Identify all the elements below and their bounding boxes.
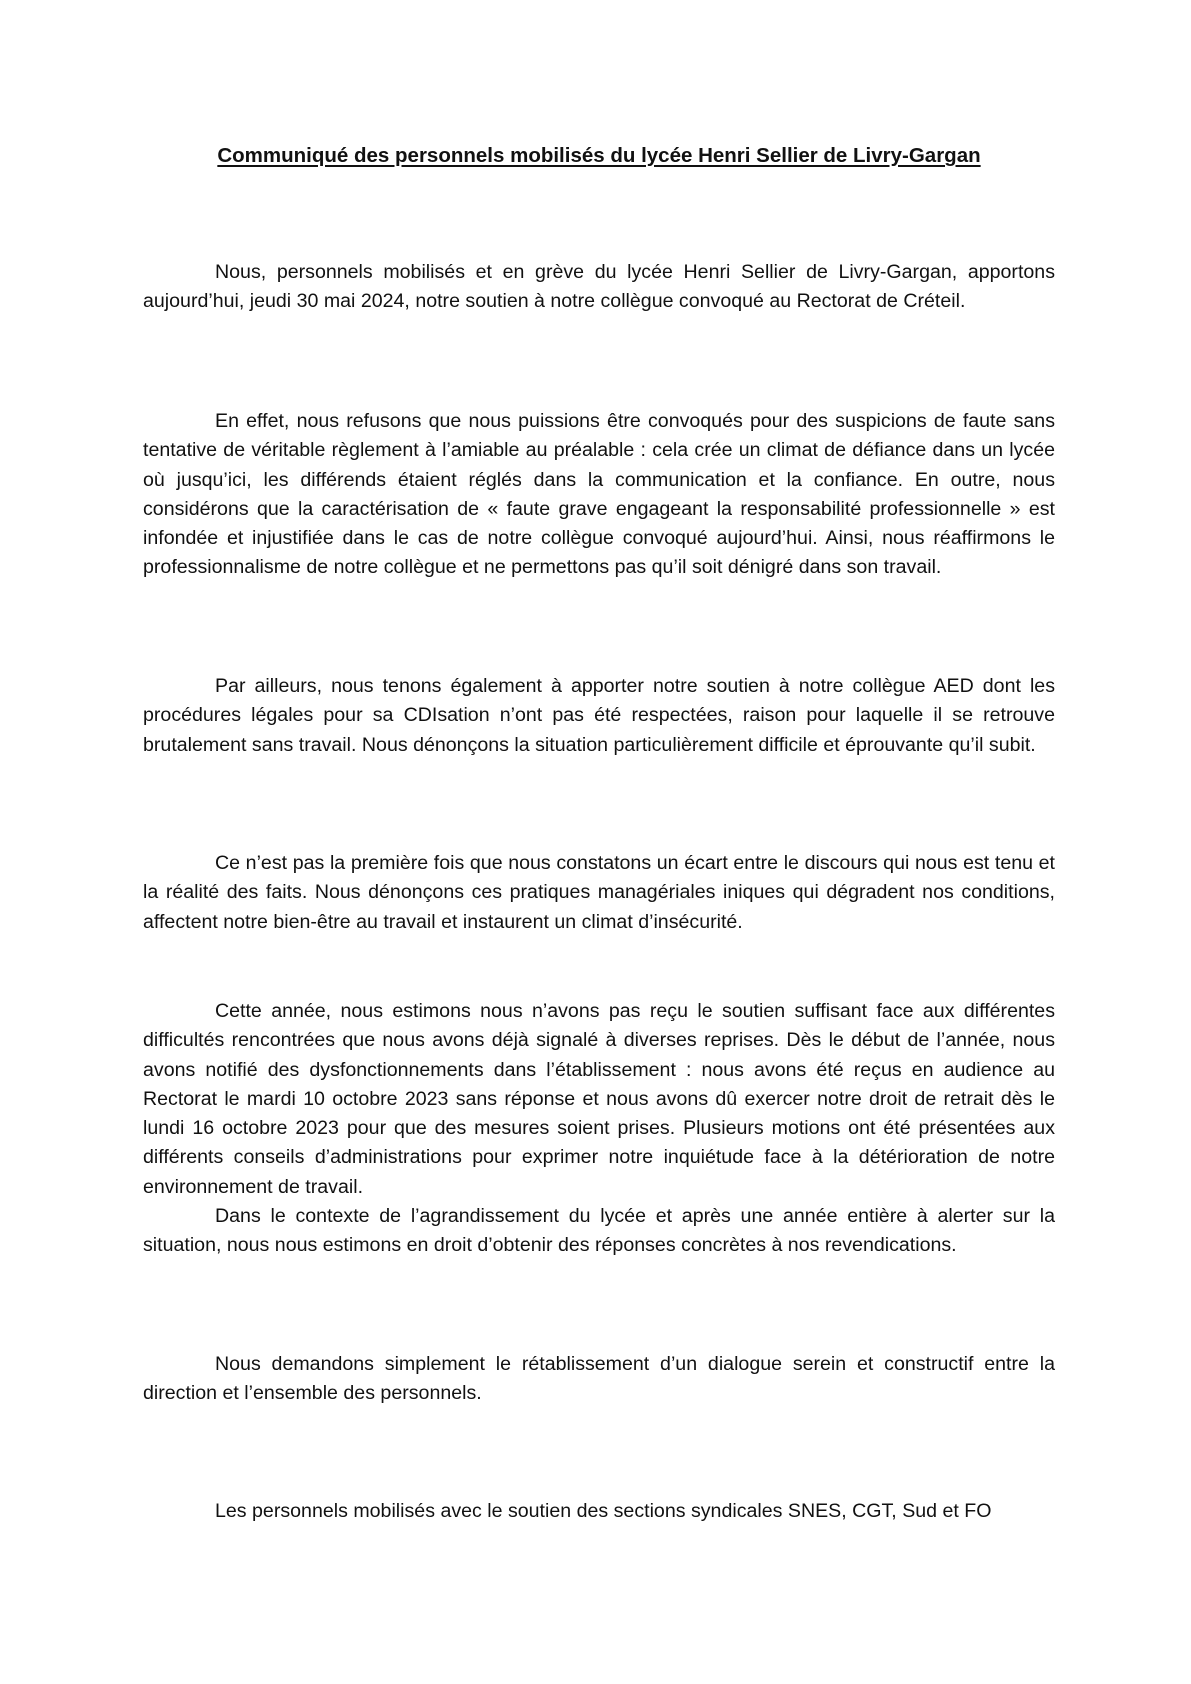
paragraph-expansion-context: Dans le contexte de l’agrandissement du lycée et après une année entière à alerter sur la situation, nous nous estimons en droit d’obtenir des réponses concrètes à nos revendications. — [143, 1205, 1055, 1257]
paragraph-refusal-convocation: En effet, nous refusons que nous puissions être convoqués pour des suspicions de faute sans tentative de véritable règlement à l’amiable au préalable : cela crée un climat de défiance dans un lycée où jusqu’ici, les différends étaient réglés dans la communication et la confiance. En outre, nous considérons que la caractérisation de « faute grave engageant la responsabilité professionnelle » est infondée et injustifiée dans le cas de notre collègue convoqué aujourd’hui. Ainsi, nous réaffirmons le professionnalisme de notre collègue et ne permettons pas qu’il soit dénigré dans son travail. — [143, 410, 1055, 579]
paragraph-dialogue-request: Nous demandons simplement le rétablissement d’un dialogue serein et constructif entre la direction et l’ensemble des personnels. — [143, 1353, 1055, 1405]
document-title: Communiqué des personnels mobilisés du lycée Henri Sellier de Livry-Gargan — [217, 144, 981, 167]
paragraph-year-difficulties: Cette année, nous estimons nous n’avons pas reçu le soutien suffisant face aux différentes difficultés rencontrées que nous avons déjà signalé à diverses reprises. Dès le début de l’année, nous avons notifié des dysfonctionnements dans l’établissement : nous avons été reçus en audience au Rectorat le mardi 10 octobre 2023 sans réponse et nous avons dû exercer notre droit de retrait dès le lundi 16 octobre 2023 pour que des mesures soient prises. Plusieurs motions ont été présentées aux différents conseils d’administrations pour exprimer notre inquiétude face à la détérioration de notre environnement de travail. — [143, 1000, 1055, 1198]
paragraph-support-colleague: Nous, personnels mobilisés et en grève du lycée Henri Sellier de Livry-Gargan, apportons aujourd’hui, jeudi 30 mai 2024, notre soutien à notre collègue convoqué au Rectorat de Créteil. — [143, 261, 1055, 313]
signature-line: Les personnels mobilisés avec le soutien des sections syndicales SNES, CGT, Sud et FO — [215, 1500, 992, 1522]
paragraph-management-practices: Ce n’est pas la première fois que nous constatons un écart entre le discours qui nous est tenu et la réalité des faits. Nous dénonçons ces pratiques managériales iniques qui dégradent nos conditions, affectent notre bien-être au travail et instaurent un climat d’insécurité. — [143, 852, 1055, 933]
paragraph-support-aed: Par ailleurs, nous tenons également à apporter notre soutien à notre collègue AED dont les procédures légales pour sa CDIsation n’ont pas été respectées, raison pour laquelle il se retrouve brutalement sans travail. Nous dénonçons la situation particulièrement difficile et éprouvante qu’il subit. — [143, 675, 1055, 756]
